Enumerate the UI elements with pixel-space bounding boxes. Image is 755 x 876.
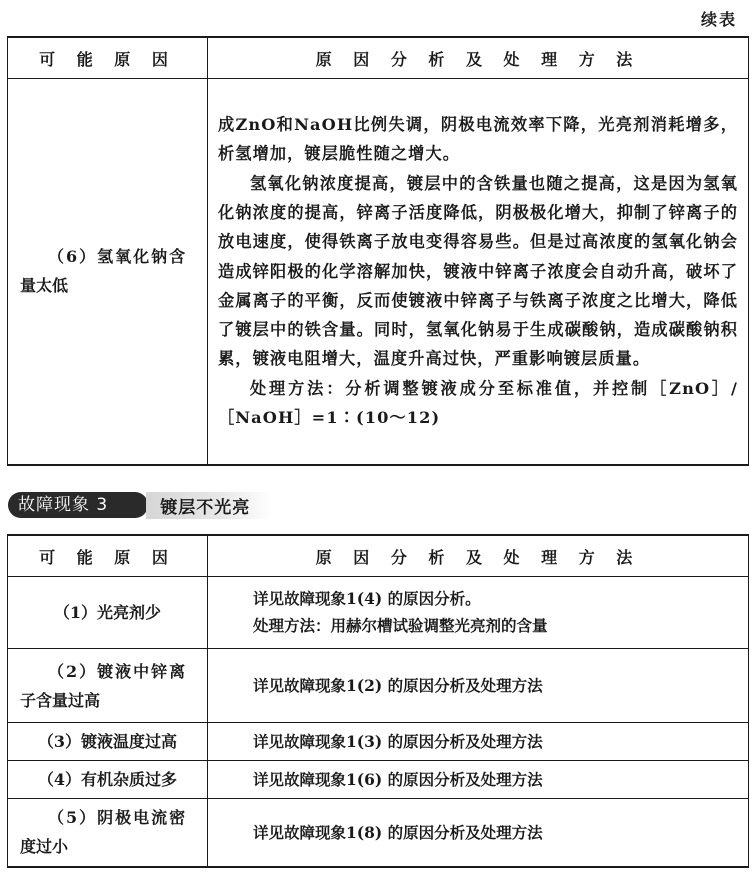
table-row bbox=[8, 799, 749, 867]
analysis-cell bbox=[208, 577, 749, 649]
cause-line-1: （5）阴极电流密 bbox=[48, 808, 188, 828]
header-analysis-method: 原 因 分 析 及 处 理 方 法 bbox=[208, 535, 749, 577]
cause-cell bbox=[8, 723, 208, 761]
cause-text: （3）镀液温度过高 bbox=[37, 732, 178, 751]
method-text: 用赫尔槽试验调整光亮剂的含量 bbox=[330, 616, 548, 635]
analysis-cell bbox=[208, 79, 749, 465]
fault-heading bbox=[8, 491, 272, 519]
cause-line-1: （2）镀液中锌离 bbox=[48, 661, 188, 681]
cause-line-2: 量太低 bbox=[20, 276, 69, 296]
analysis-cell bbox=[208, 799, 749, 867]
header-possible-cause: 可 能 原 因 bbox=[8, 37, 208, 79]
analysis-cell bbox=[208, 649, 749, 723]
analysis-paragraph-2: 氢氧化钠浓度提高，镀层中的含铁量也随之提高，这是因为氢氧化钠浓度的提高，锌离子活度降低，阴极极化增大，抑制了锌离子的放电速度，使得铁离子放电变得容易些。但是过高浓度的氢氧化钠会造成锌阳极的化学溶解加快，镀液中锌离子浓度会自动升高，破坏了金属离子的平衡，反而使镀液中锌离子与铁离子浓度之比增大，降低了镀层中的铁含量。同时，氢氧化钠易于生成碳酸钠，造成碳酸钠积累，镀液电阻增大，温度升高过快，严重影响镀层质量。 bbox=[218, 173, 738, 369]
analysis-paragraph-1: 成ZnO和NaOH比例失调，阴极电流效率下降，光亮剂消耗增多，析氢增加，镀层脆性随之增大。 bbox=[218, 115, 738, 164]
cause-cell bbox=[8, 649, 208, 723]
analysis-cell bbox=[208, 761, 749, 799]
cause-cell bbox=[8, 577, 208, 649]
analysis-text: 详见故障现象1(4) 的原因分析。 bbox=[253, 589, 481, 608]
analysis-text: 详见故障现象1(3) 的原因分析及处理方法 bbox=[253, 732, 543, 751]
header-analysis-method: 原 因 分 析 及 处 理 方 法 bbox=[208, 37, 749, 79]
cause-line-1: （6）氢氧化钠含 bbox=[48, 247, 188, 267]
table-row bbox=[8, 577, 749, 649]
analysis-text: 详见故障现象1(8) 的原因分析及处理方法 bbox=[253, 822, 543, 842]
method-label: 处理方法： bbox=[250, 378, 346, 398]
cause-text: （4）有机杂质过多 bbox=[37, 770, 178, 789]
method-line bbox=[253, 612, 738, 640]
table-row bbox=[8, 761, 749, 799]
table-row bbox=[8, 649, 749, 723]
fault-tag: 故障现象 3 bbox=[8, 492, 138, 518]
cause-line-2: 度过小 bbox=[20, 837, 69, 857]
cause-text: （1）光亮剂少 bbox=[53, 603, 162, 622]
method-text: 分析调整镀液成分至标准值，并控制［ZnO］/［NaOH］=1∶(10～12) bbox=[218, 378, 738, 428]
table-header-row bbox=[8, 535, 749, 577]
cause-analysis-table-continued bbox=[7, 36, 749, 466]
method-paragraph bbox=[218, 374, 738, 433]
table-header-row bbox=[8, 37, 749, 79]
continued-label: 续表 bbox=[700, 10, 737, 29]
cause-line-2: 子含量过高 bbox=[20, 690, 101, 710]
cause-cell bbox=[8, 799, 208, 867]
cause-cell bbox=[8, 79, 208, 465]
cause-cell bbox=[8, 761, 208, 799]
table-row bbox=[8, 79, 749, 465]
fault3-cause-table bbox=[7, 534, 749, 868]
fault-title: 镀层不光亮 bbox=[146, 492, 272, 519]
header-possible-cause: 可 能 原 因 bbox=[8, 535, 208, 577]
analysis-cell bbox=[208, 723, 749, 761]
method-label: 处理方法： bbox=[253, 617, 331, 635]
analysis-text: 详见故障现象1(2) 的原因分析及处理方法 bbox=[253, 676, 543, 695]
table-row bbox=[8, 723, 749, 761]
analysis-text: 详见故障现象1(6) 的原因分析及处理方法 bbox=[253, 770, 543, 789]
